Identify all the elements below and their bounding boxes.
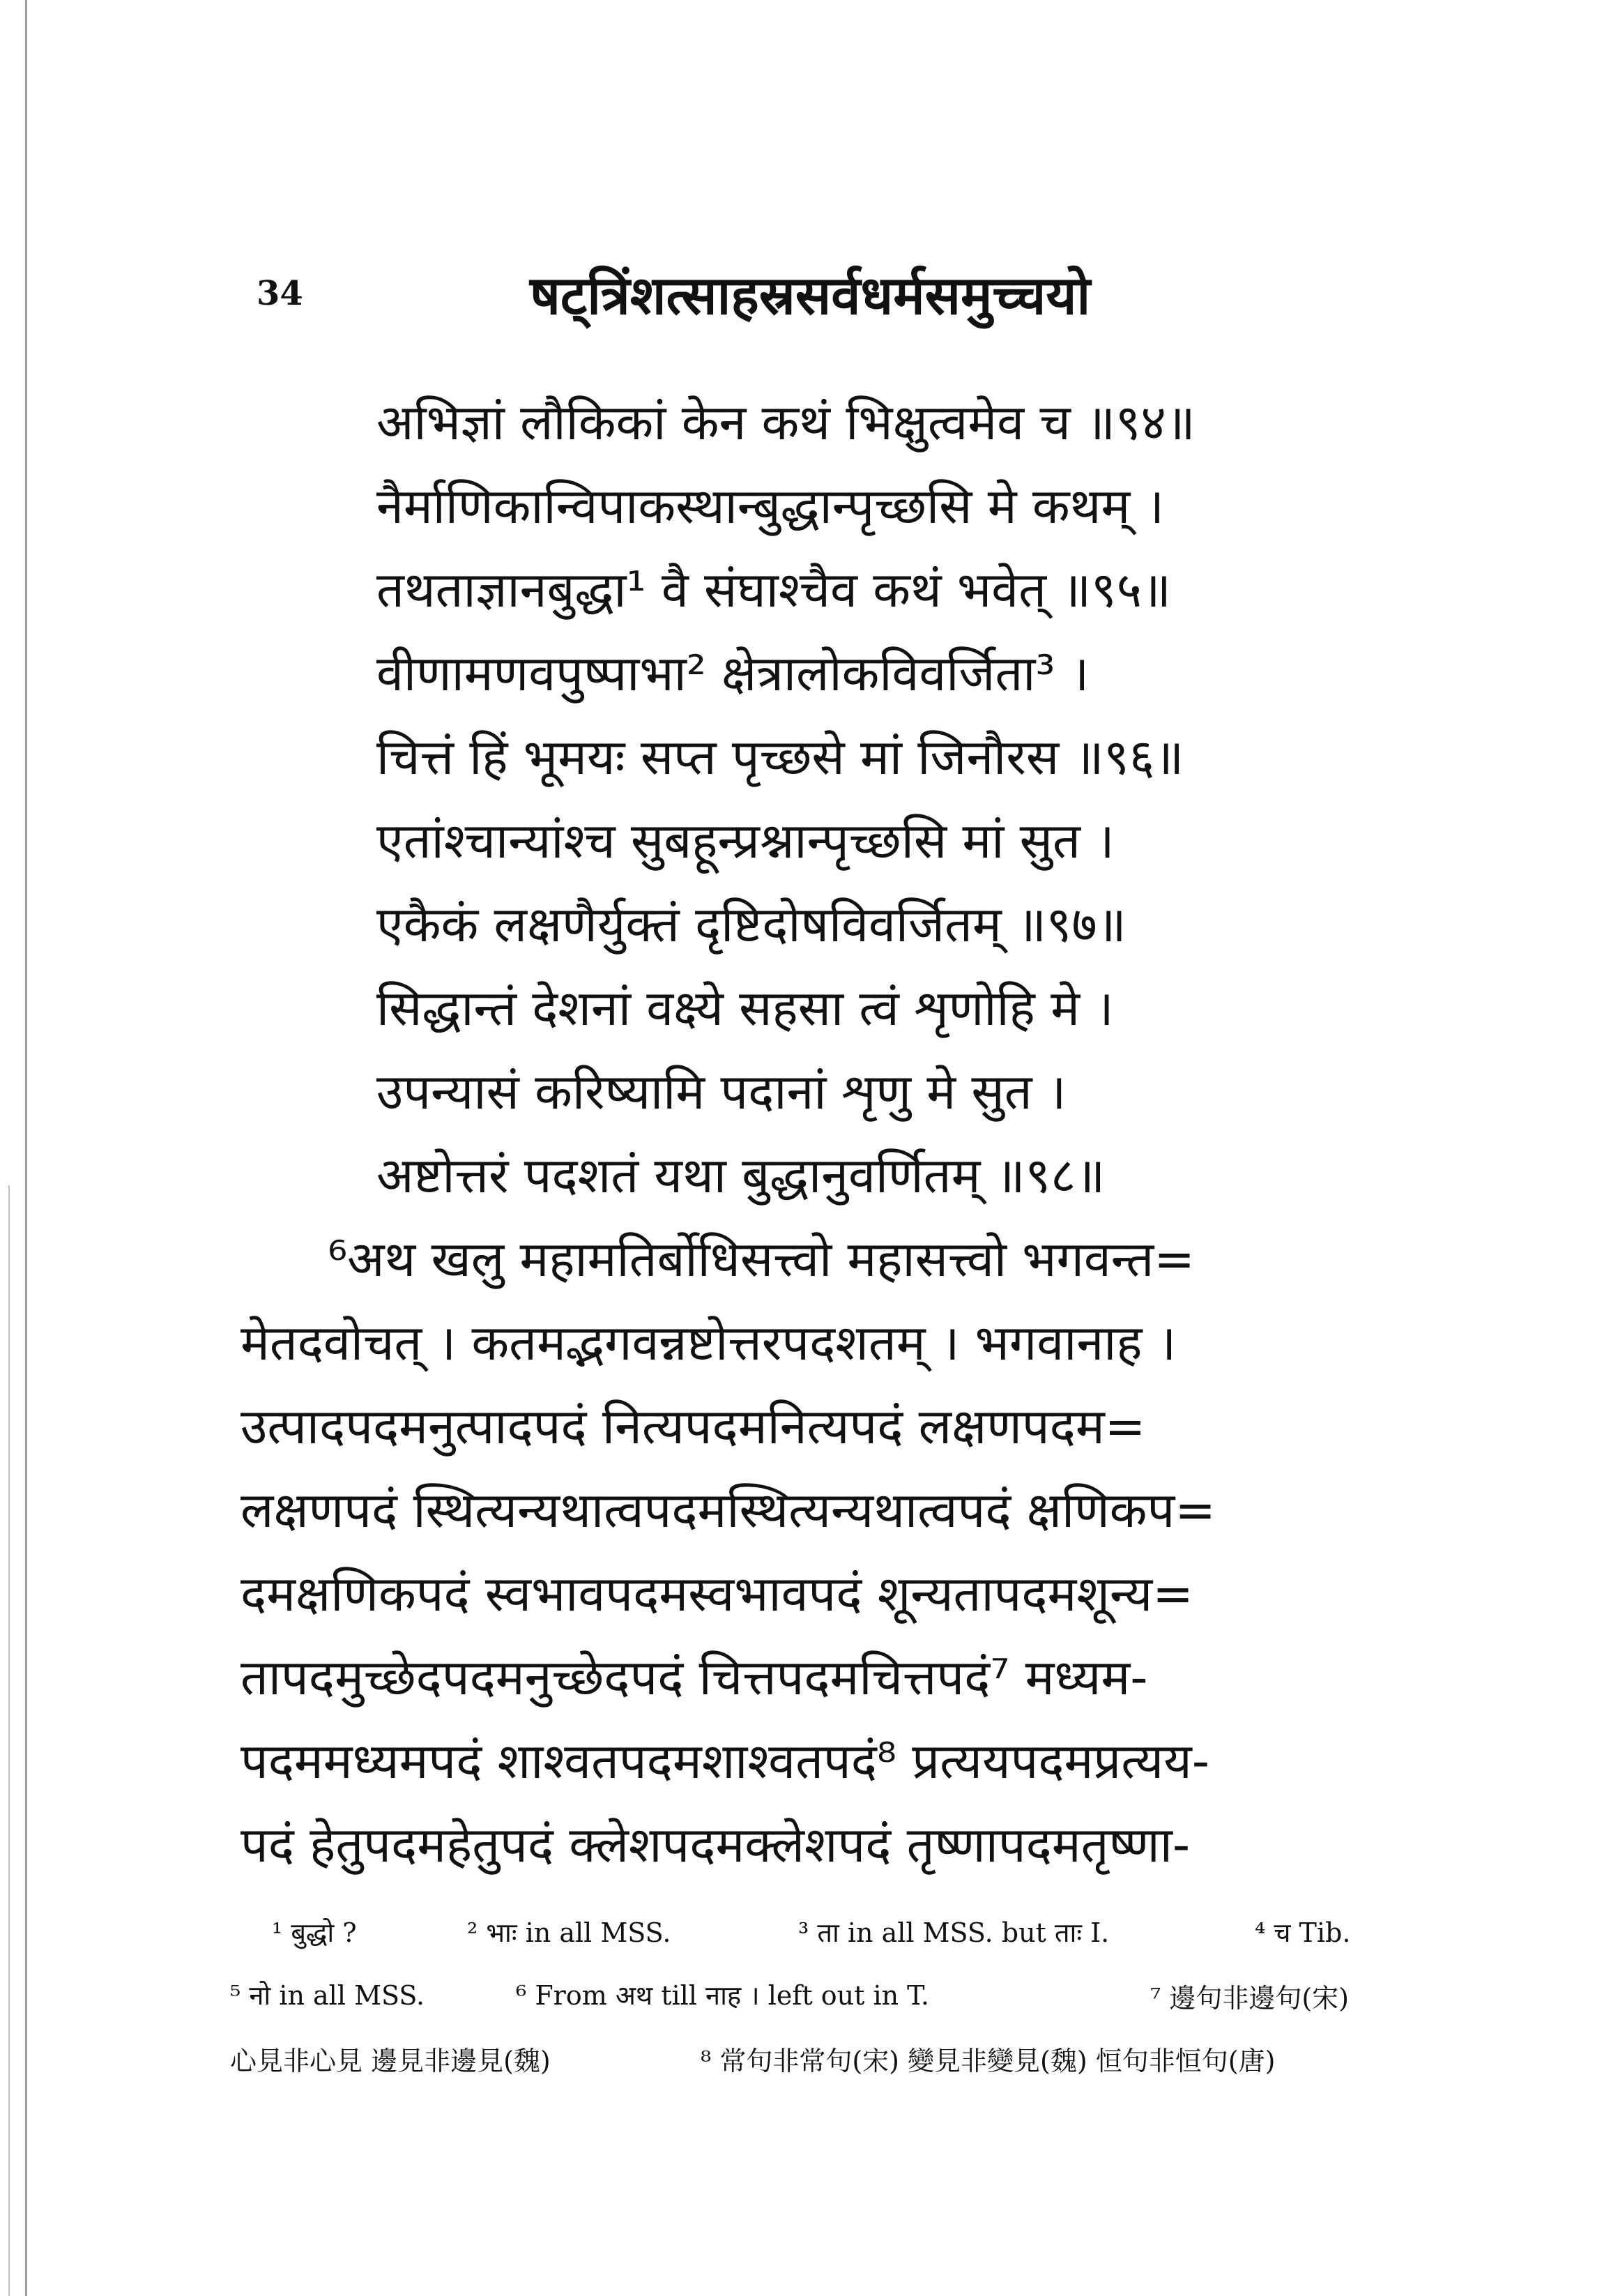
verse-line: अष्टोत्तरं पदशतं यथा बुद्धानुवर्णितम् ॥९८॥: [376, 1147, 1106, 1204]
footnote-7: ⁷ 邊句非邊句(宋): [1150, 1983, 1349, 2014]
prose-line: उत्पादपदमनुत्पादपदं नित्यपदमनित्यपदं लक्षणपदम=: [240, 1398, 1146, 1455]
verse-line: अभिज्ञां लौकिकां केन कथं भिक्षुत्वमेव च ॥९४॥: [376, 394, 1196, 451]
prose-line: पदं हेतुपदमहेतुपदं क्लेशपदमक्लेशपदं तृष्णापदमतृष्णा-: [240, 1816, 1191, 1873]
prose-line: मेतदवोचत् । कतमद्भगवन्नष्टोत्तरपदशतम् । भगवानाह ।: [240, 1314, 1177, 1371]
page-edge-line-faint: [8, 1185, 10, 2296]
footnote-3: ³ ता in all MSS. but ताः I.: [798, 1917, 1110, 1948]
footnote-8: ⁸ 常句非常句(宋) 變見非變見(魏) 恒句非恒句(唐): [701, 2046, 1276, 2076]
running-title: षट्त्रिंशत्साहस्रसर्वधर्मसमुच्चयो: [530, 264, 1091, 326]
prose-line: ⁶अथ खलु महामतिर्बोधिसत्त्वो महासत्त्वो भगवन्त=: [328, 1231, 1195, 1288]
footnote-7-continued: 心見非心見 邊見非邊見(魏): [230, 2046, 551, 2076]
prose-line: पदममध्यमपदं शाश्वतपदमशाश्वतपदं⁸ प्रत्ययपदमप्रत्यय-: [240, 1733, 1209, 1790]
verse-line: वीणामणवपुष्पाभा² क्षेत्रालोकविवर्जिता³ ।: [376, 645, 1090, 702]
verse-line: नैर्माणिकान्विपाकस्थान्बुद्धान्पृच्छसि मे कथम् ।: [376, 478, 1164, 535]
page-number: 34: [257, 274, 303, 313]
verse-line: चित्तं हिं भूमयः सप्त पृच्छसे मां जिनौरस ॥९६॥: [376, 729, 1184, 786]
footnote-4: ⁴ च Tib.: [1255, 1917, 1351, 1948]
prose-line: लक्षणपदं स्थित्यन्यथात्वपदमस्थित्यन्यथात्वपदं क्षणिकप=: [240, 1482, 1216, 1539]
verse-line: एकैकं लक्षणैर्युक्तं दृष्टिदोषविवर्जितम् ॥९७॥: [376, 896, 1127, 953]
footnote-5: ⁵ नो in all MSS.: [230, 1980, 425, 2011]
verse-line: एतांश्चान्यांश्च सुबहून्प्रश्नान्पृच्छसि मां सुत ।: [376, 812, 1115, 869]
footnote-1: ¹ बुद्धो ?: [272, 1917, 357, 1948]
verse-line: तथताज्ञानबुद्धा¹ वै संघाश्चैव कथं भवेत् ॥९५॥: [376, 561, 1171, 618]
page-edge-line: [25, 0, 27, 2296]
prose-line: तापदमुच्छेदपदमनुच्छेदपदं चित्तपदमचित्तपदं⁷ मध्यम-: [240, 1649, 1148, 1706]
verse-line: उपन्यासं करिष्यामि पदानां शृणु मे सुत ।: [376, 1063, 1067, 1120]
prose-line: दमक्षणिकपदं स्वभावपदमस्वभावपदं शून्यतापदमशून्य=: [240, 1565, 1193, 1622]
footnote-2: ² भाः in all MSS.: [467, 1917, 671, 1948]
footnote-6: ⁶ From अथ till नाह । left out in T.: [516, 1980, 930, 2011]
verse-line: सिद्धान्तं देशनां वक्ष्ये सहसा त्वं शृणोहि मे ।: [376, 980, 1114, 1037]
